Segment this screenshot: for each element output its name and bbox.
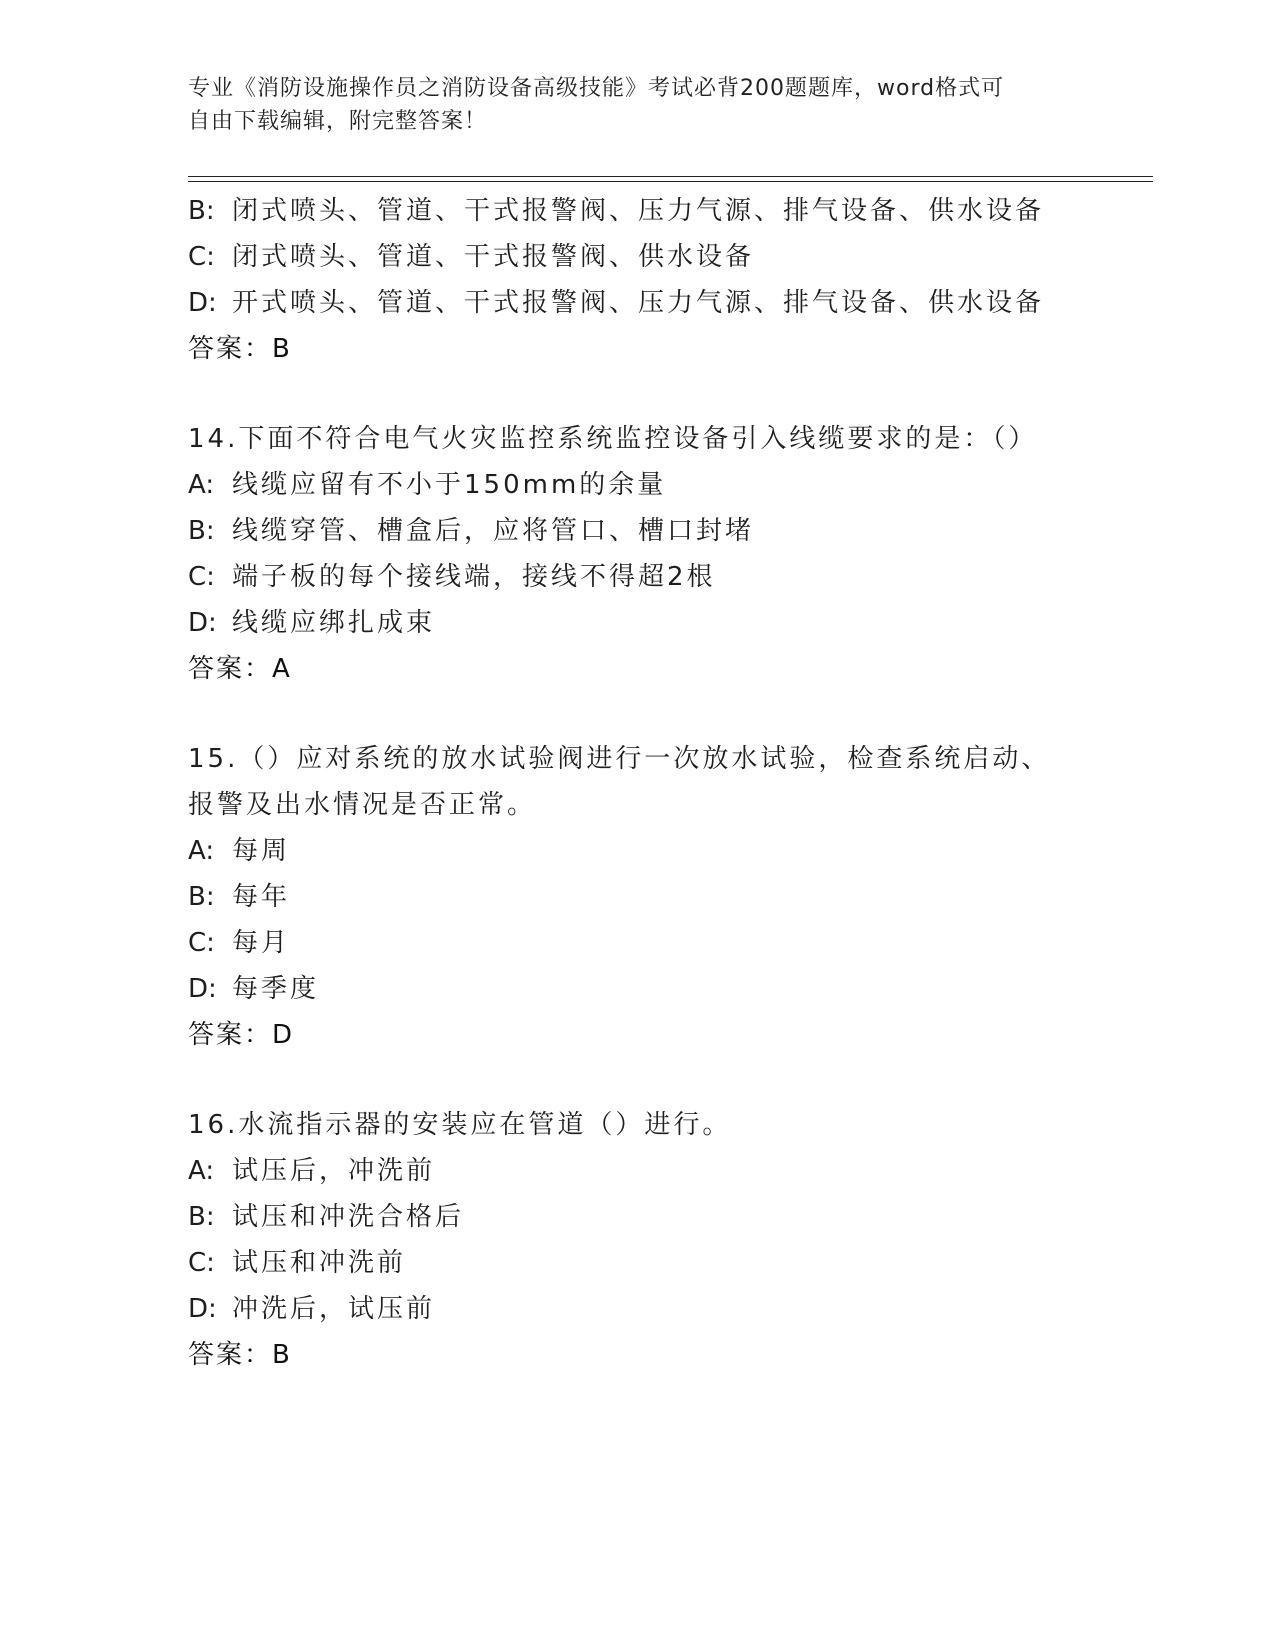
option-text: 每月 [232, 928, 291, 958]
option-c [188, 554, 1088, 600]
option-b [188, 1194, 1088, 1240]
option-text: 每年 [232, 882, 291, 912]
option-label: D: [188, 288, 217, 318]
option-b [188, 874, 1088, 920]
previous-question-options [188, 188, 1088, 372]
option-label: C: [188, 1248, 215, 1278]
option-label: B: [188, 882, 215, 912]
question-text: 16.水流指示器的安装应在管道（）进行。 [188, 1110, 732, 1140]
question-text: 14.下面不符合电气火灾监控系统监控设备引入线缆要求的是：（） [188, 424, 1038, 454]
option-text: 冲洗后，试压前 [232, 1294, 436, 1324]
option-d [188, 1286, 1088, 1332]
question-14 [188, 416, 1088, 692]
option-text: 试压后，冲洗前 [232, 1156, 436, 1186]
question-text: 15.（）应对系统的放水试验阀进行一次放水试验，检查系统启动、报警及出水情况是否正常。 [188, 744, 1051, 820]
option-label: C: [188, 242, 215, 272]
answer-line: 答案：D [188, 1020, 295, 1050]
option-c [188, 920, 1088, 966]
option-text: 试压和冲洗合格后 [232, 1202, 465, 1232]
option-text: 端子板的每个接线端，接线不得超2根 [232, 562, 716, 592]
answer-line: 答案：B [188, 334, 292, 364]
answer-line: 答案：A [188, 654, 292, 684]
option-label: B: [188, 196, 215, 226]
option-text: 闭式喷头、管道、干式报警阀、压力气源、排气设备、供水设备 [232, 196, 1045, 226]
header-divider-bottom [188, 181, 1153, 182]
option-d [188, 280, 1088, 326]
option-text: 线缆穿管、槽盒后，应将管口、槽口封堵 [232, 516, 755, 546]
option-label: B: [188, 516, 215, 546]
question-content [188, 188, 1088, 1378]
option-text: 试压和冲洗前 [232, 1248, 407, 1278]
header-line-1: 专业《消防设施操作员之消防设备高级技能》考试必背200题题库，word格式可 [188, 76, 1005, 101]
option-text: 每周 [232, 836, 291, 866]
option-label: B: [188, 1202, 215, 1232]
option-label: D: [188, 1294, 217, 1324]
option-text: 开式喷头、管道、干式报警阀、压力气源、排气设备、供水设备 [232, 288, 1045, 318]
option-b [188, 508, 1088, 554]
option-text: 线缆应留有不小于150mm的余量 [232, 470, 667, 500]
question-16 [188, 1102, 1088, 1378]
header-line-2: 自由下载编辑，附完整答案！ [188, 109, 488, 134]
option-label: A: [188, 1156, 215, 1186]
option-d [188, 966, 1088, 1012]
option-b [188, 188, 1088, 234]
option-label: A: [188, 836, 215, 866]
option-text: 闭式喷头、管道、干式报警阀、供水设备 [232, 242, 755, 272]
option-d [188, 600, 1088, 646]
option-c [188, 234, 1088, 280]
option-label: D: [188, 974, 217, 1004]
option-a [188, 462, 1088, 508]
option-text: 线缆应绑扎成束 [232, 608, 436, 638]
option-label: C: [188, 928, 215, 958]
document-header [188, 72, 1088, 138]
answer-line: 答案：B [188, 1340, 292, 1370]
header-divider-top [188, 176, 1153, 177]
option-text: 每季度 [232, 974, 320, 1004]
option-label: A: [188, 470, 215, 500]
option-a [188, 828, 1088, 874]
option-label: C: [188, 562, 215, 592]
option-label: D: [188, 608, 217, 638]
question-15 [188, 736, 1088, 1058]
option-c [188, 1240, 1088, 1286]
option-a [188, 1148, 1088, 1194]
